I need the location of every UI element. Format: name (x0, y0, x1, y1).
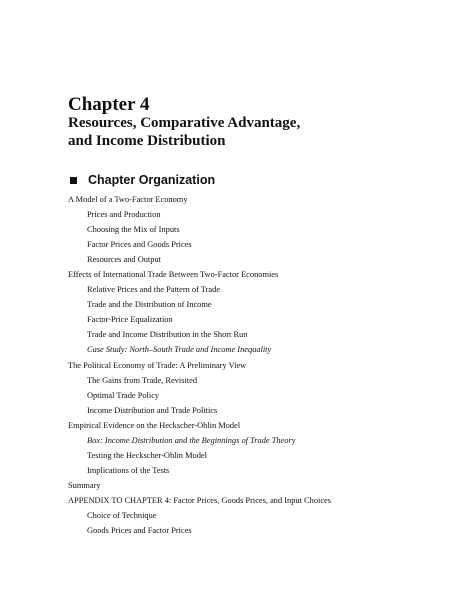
toc-subsection-item: Relative Prices and the Pattern of Trade (87, 285, 221, 295)
chapter-number: Chapter 4 (68, 94, 150, 115)
section-heading-text: Chapter Organization (88, 173, 216, 187)
toc-section-item: Summary (68, 480, 101, 490)
toc-subsection-item: Factor Prices and Goods Prices (87, 240, 192, 250)
toc-subsection-item: Resources and Output (87, 255, 161, 265)
toc-subsection-item: The Gains from Trade, Revisited (87, 375, 198, 385)
toc-section-item: APPENDIX TO CHAPTER 4: Factor Prices, Goods Prices, and Input Choices (68, 495, 332, 505)
toc-subsection-item: Case Study: North–South Trade and Income Inequality (87, 345, 272, 355)
section-heading (70, 172, 215, 188)
toc-subsection-item: Trade and Income Distribution in the Short Run (87, 330, 248, 340)
toc-section-item: Empirical Evidence on the Heckscher-Ohlin Model (68, 420, 241, 430)
toc-section-item: Effects of International Trade Between Two-Factor Economies (68, 270, 279, 280)
toc-subsection-item: Choice of Technique (87, 510, 157, 520)
toc-section-item: The Political Economy of Trade: A Preliminary View (68, 360, 247, 370)
toc-subsection-item: Income Distribution and Trade Politics (87, 405, 218, 415)
chapter-title-line-2: and Income Distribution (68, 133, 226, 149)
toc-subsection-item: Optimal Trade Policy (87, 390, 160, 400)
toc-section-item: A Model of a Two-Factor Economy (68, 195, 188, 204)
chapter-title (68, 114, 300, 150)
chapter-organization-list (68, 192, 331, 538)
toc-subsection-item: Box: Income Distribution and the Beginnings of Trade Theory (87, 435, 296, 445)
toc-subsection-item: Choosing the Mix of Inputs (87, 225, 180, 235)
toc-subsection-item: Factor-Price Equalization (87, 315, 173, 325)
toc-subsection-item: Goods Prices and Factor Prices (87, 526, 192, 536)
toc-subsection-item: Implications of the Tests (87, 465, 170, 475)
square-bullet-icon (70, 177, 77, 184)
toc-subsection-item: Prices and Production (87, 210, 161, 220)
toc-subsection-item: Testing the Heckscher-Ohlin Model (87, 450, 207, 460)
toc-subsection-item: Trade and the Distribution of Income (87, 300, 212, 310)
chapter-title-line-1: Resources, Comparative Advantage, (68, 115, 301, 131)
